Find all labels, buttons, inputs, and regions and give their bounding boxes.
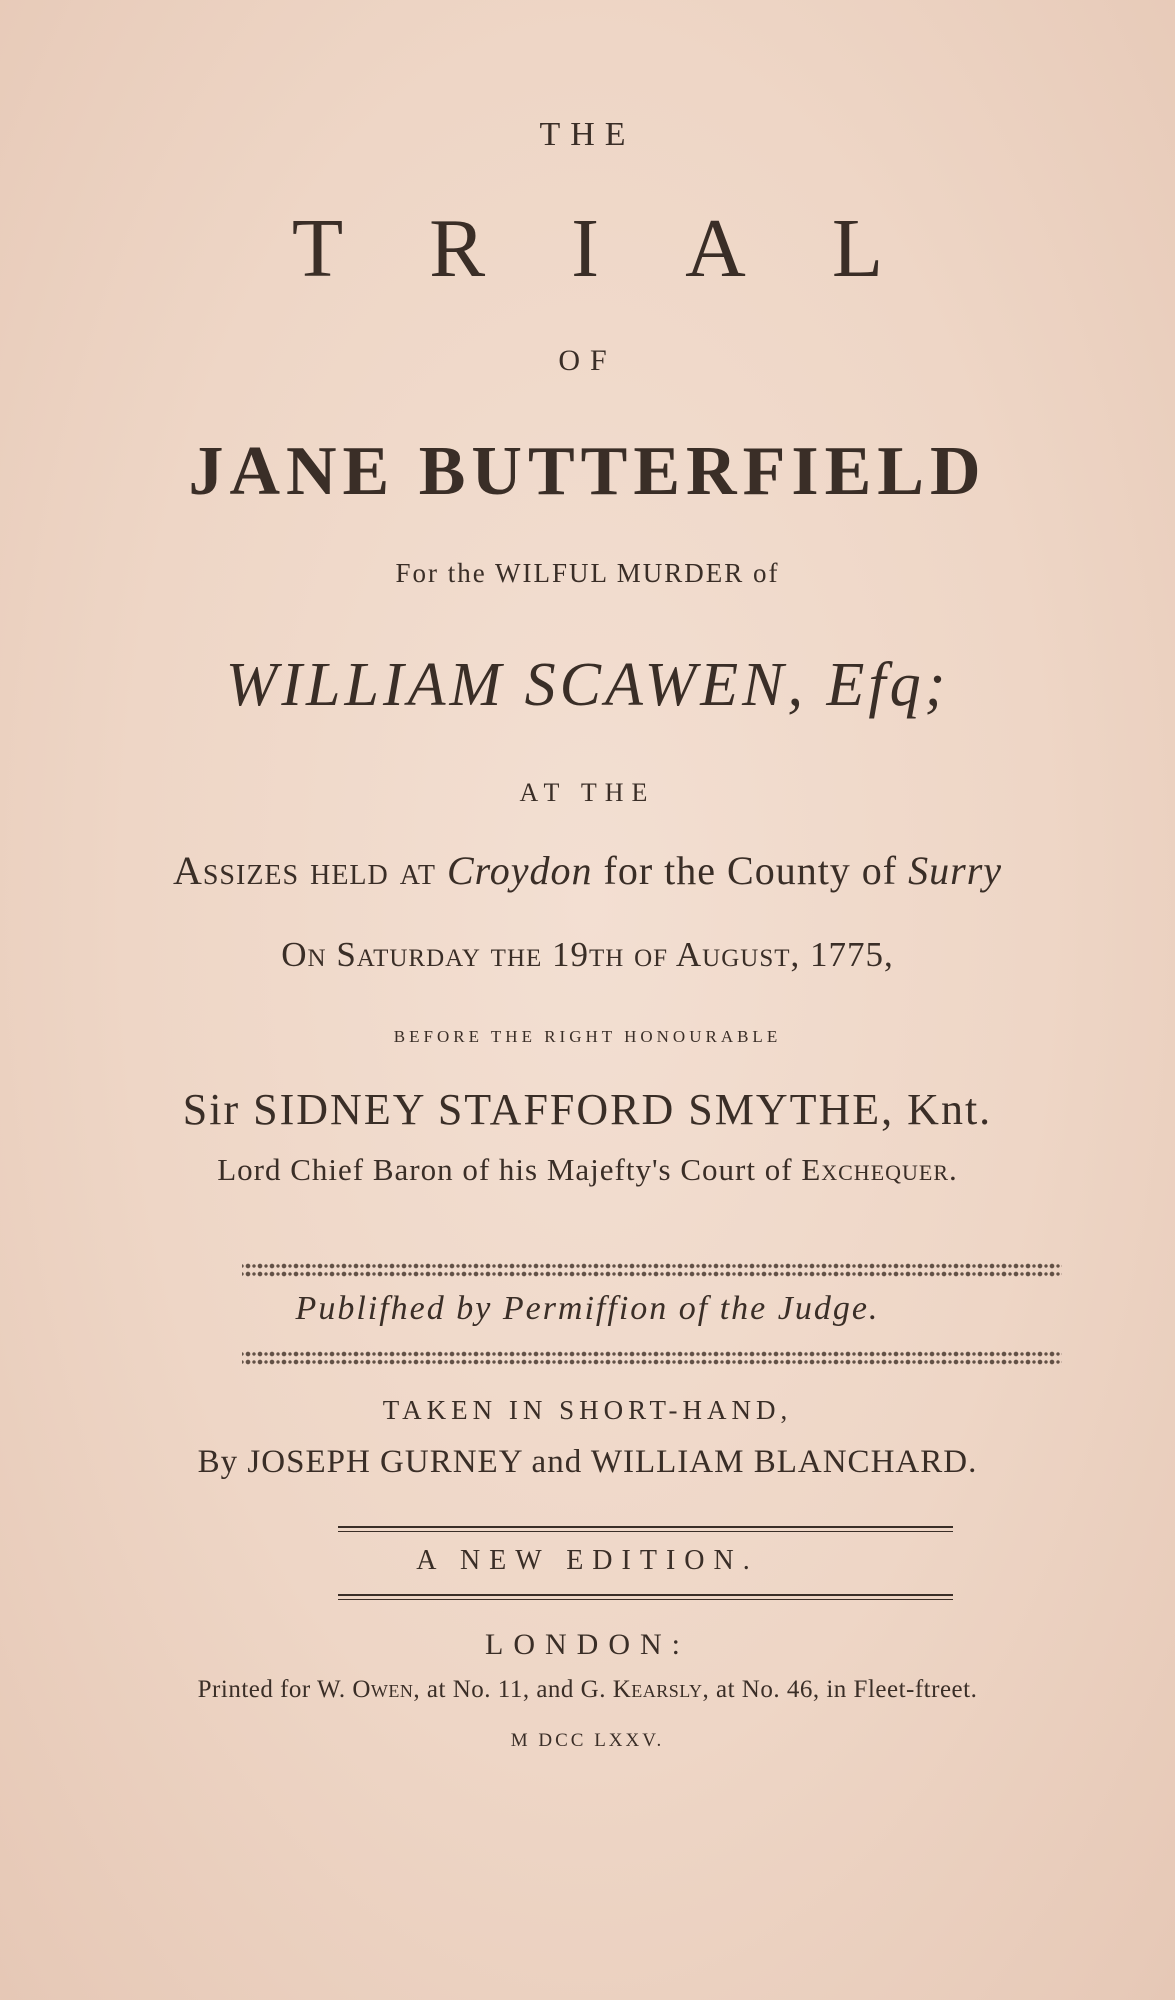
shorthand-line: TAKEN IN SHORT-HAND,: [382, 1395, 793, 1425]
assizes-place: Croydon: [446, 848, 593, 893]
imprint-city: LONDON:: [485, 1628, 690, 1661]
imprint-year: M DCC LXXV.: [510, 1730, 665, 1751]
defendant-name: JANE BUTTERFIELD: [188, 433, 987, 510]
assizes-prefix: Assizes held at: [172, 848, 447, 893]
victim-name: WILLIAM SCAWEN, Efq;: [225, 651, 950, 719]
judge-name: Sir SIDNEY STAFFORD SMYTHE, Knt.: [182, 1085, 993, 1134]
ornament-border-top: [242, 1262, 1062, 1278]
printed-prefix: Printed for W.: [197, 1676, 353, 1703]
at-the-line: AT THE: [519, 778, 656, 807]
reporters-line: By JOSEPH GURNEY and WILLIAM BLANCHARD.: [197, 1444, 978, 1480]
assizes-county: Surry: [908, 848, 1003, 893]
judge-office-court: Exchequer.: [801, 1152, 958, 1187]
charge-line: For the WILFUL MURDER of: [395, 558, 780, 588]
printed-suffix: , at No. 46, in Fleet-ftreet.: [702, 1676, 978, 1703]
title-the: THE: [539, 116, 636, 153]
title-trial: TRIAL: [291, 202, 970, 295]
before-line: BEFORE THE RIGHT HONOURABLE: [393, 1027, 782, 1046]
double-rule-top: [338, 1526, 953, 1532]
judge-office-line: [0, 1152, 1175, 1188]
printed-middle: , at No. 11, and G.: [413, 1676, 613, 1703]
title-of: OF: [558, 344, 617, 377]
double-rule-bottom: [338, 1594, 953, 1600]
published-line: Publifhed by Permiffion of the Judge.: [295, 1290, 880, 1327]
imprint-printers-line: [0, 1676, 1175, 1704]
printer-one: Owen: [352, 1676, 414, 1703]
printer-two: Kearsly: [612, 1676, 703, 1703]
ornament-border-bottom: [242, 1350, 1062, 1366]
edition-line: A NEW EDITION.: [416, 1545, 759, 1576]
assizes-line: [0, 847, 1175, 894]
assizes-middle: for the County of: [592, 848, 909, 893]
trial-date-line: On Saturday the 19th of August, 1775,: [281, 935, 894, 974]
judge-office-prefix: Lord Chief Baron of his Majefty's Court of: [217, 1152, 802, 1187]
